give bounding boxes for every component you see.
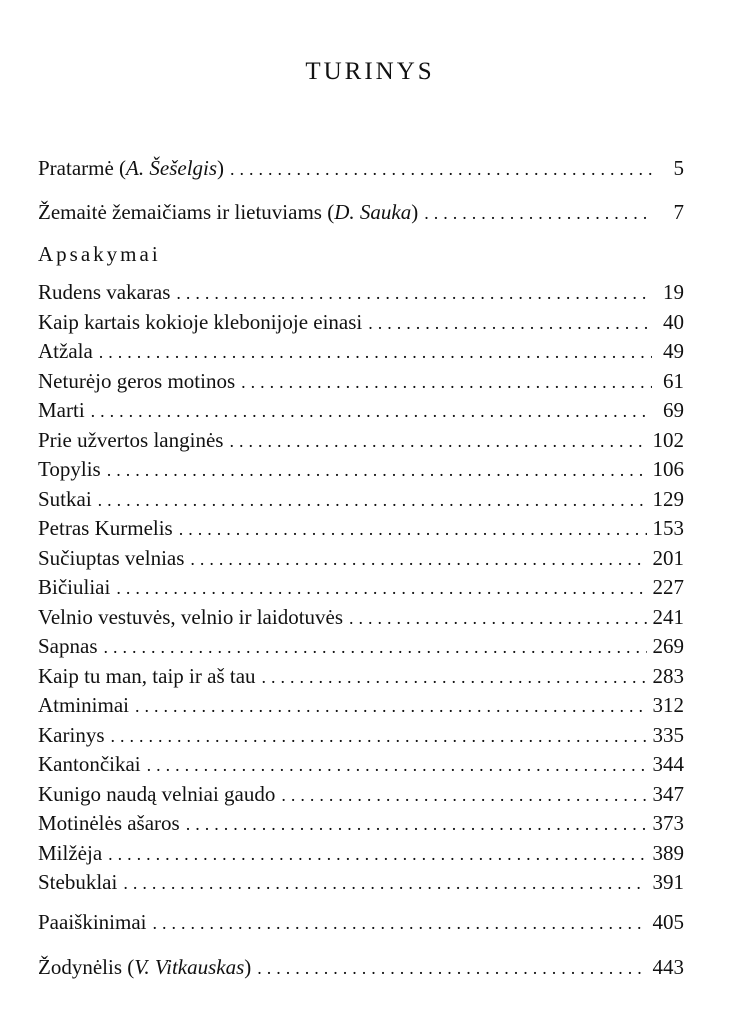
toc-entry: [38, 514, 684, 542]
toc-entry-title: Motinėlės ašaros: [38, 811, 180, 835]
toc-entry: [38, 662, 684, 690]
dot-leader: [111, 722, 647, 750]
toc-entry-title: Kaip kartais kokioje klebonijoje einasi: [38, 309, 363, 334]
toc-entry-title: Žodynėlis (V. Vitkauskas): [38, 955, 252, 979]
toc-entry-title: Petras Kurmelis: [38, 516, 173, 540]
toc-entry-title: Kaip tu man, taip ir aš tau: [38, 663, 256, 688]
toc-entry-title: Sutkai: [38, 486, 92, 511]
toc-page-number: 389: [652, 840, 684, 865]
section-heading: Apsakymai: [38, 242, 161, 266]
toc-entry-title: Kunigo naudą velniai gaudo: [38, 781, 276, 806]
toc-entry-title: Paaiškinimai: [38, 910, 147, 934]
toc-entry-title: Kantončikai: [38, 752, 141, 776]
toc-entry-title: Sučiuptas velnias: [38, 545, 185, 570]
dot-leader: [107, 456, 647, 484]
toc-page-number: 5: [673, 156, 684, 180]
toc-entry-title: Velnio vestuvės, velnio ir laidotuvės: [38, 604, 344, 629]
dot-leader: [104, 633, 647, 661]
toc-page-number: 7: [673, 200, 684, 224]
toc-entry: [38, 721, 684, 749]
toc-entry-title: Neturėjo geros motinos: [38, 368, 236, 393]
dot-leader: [229, 427, 646, 455]
toc-page-number: 102: [652, 427, 684, 452]
toc-entry-title: Bičiuliai: [38, 575, 111, 599]
dot-leader: [135, 692, 647, 720]
toc-page-number: 61: [663, 368, 684, 393]
toc-entry: [38, 809, 684, 837]
toc-page-number: 443: [652, 955, 684, 979]
dot-leader: [176, 279, 652, 307]
toc-page-number: 40: [663, 309, 684, 334]
dot-leader: [91, 397, 652, 425]
toc-entry: [38, 750, 684, 778]
dot-leader: [99, 338, 652, 366]
toc-entry: [38, 455, 684, 483]
toc-entry-title: Karinys: [38, 722, 105, 747]
toc-entry-title: Pratarmė (A. Šešelgis): [38, 156, 225, 180]
toc-page-number: 269: [652, 634, 684, 658]
dot-leader: [257, 954, 646, 982]
toc-page-number: 405: [652, 910, 684, 934]
toc-entry-title: Žemaitė žemaičiams ir lietuviams (D. Sauka): [38, 200, 419, 224]
toc-entry: [38, 396, 684, 424]
toc-entry: [38, 308, 684, 336]
toc-page-number: 312: [652, 693, 684, 717]
toc-entry: [38, 691, 684, 719]
dot-leader: [262, 663, 647, 691]
toc-entry: [38, 868, 684, 896]
dot-leader: [98, 486, 647, 514]
toc-entry: [38, 603, 684, 631]
dot-leader: [116, 574, 646, 602]
toc-entry: [38, 278, 684, 306]
toc-entry: [38, 632, 684, 660]
toc-entry: [38, 367, 684, 395]
toc-entry-intro: [38, 198, 684, 226]
toc-page-number: 106: [652, 457, 684, 481]
dot-leader: [368, 309, 652, 337]
dot-leader: [123, 869, 646, 897]
toc-entry-title: Marti: [38, 398, 85, 422]
toc-entry: [38, 426, 684, 454]
toc-entry: [38, 544, 684, 572]
toc-entry-title: Rudens vakaras: [38, 280, 171, 304]
toc-entry-title: Sapnas: [38, 634, 98, 658]
dot-leader: [230, 155, 652, 183]
dot-leader: [179, 515, 647, 543]
toc-entry-title: Milžėja: [38, 840, 103, 865]
toc-page-number: 129: [652, 486, 684, 511]
toc-entry: [38, 337, 684, 365]
toc-page-number: 344: [652, 752, 684, 776]
toc-page-number: 373: [652, 811, 684, 835]
dot-leader: [424, 199, 652, 227]
toc-page-number: 283: [652, 663, 684, 688]
toc-page-number: 69: [663, 398, 684, 422]
dot-leader: [241, 368, 652, 396]
dot-leader: [349, 604, 646, 632]
toc-page-number: 201: [652, 545, 684, 570]
dot-leader: [153, 909, 647, 937]
dot-leader: [281, 781, 646, 809]
dot-leader: [108, 840, 646, 868]
dot-leader: [147, 751, 647, 779]
toc-entry-preface: [38, 154, 684, 182]
toc-entry-notes: [38, 908, 684, 936]
toc-page-number: 241: [652, 604, 684, 629]
page-title: TURINYS: [305, 58, 435, 85]
toc-entry: [38, 573, 684, 601]
toc-page-number: 347: [652, 781, 684, 806]
toc-entry-title: Atminimai: [38, 693, 129, 717]
toc-page-number: 227: [652, 575, 684, 599]
dot-leader: [190, 545, 646, 573]
toc-page-number: 153: [652, 516, 684, 540]
toc-entry-title: Prie užvertos langinės: [38, 427, 224, 452]
toc-page-number: 49: [663, 339, 684, 363]
dot-leader: [186, 810, 647, 838]
toc-page-number: 335: [652, 722, 684, 747]
toc-page-number: 391: [652, 870, 684, 894]
toc-entry: [38, 485, 684, 513]
toc-entry: [38, 780, 684, 808]
toc-entry-glossary: [38, 953, 684, 981]
toc-entry-title: Atžala: [38, 339, 93, 363]
toc-page-number: 19: [663, 280, 684, 304]
toc-entry-title: Stebuklai: [38, 870, 118, 894]
toc-entry-title: Topylis: [38, 457, 101, 481]
toc-entry: [38, 839, 684, 867]
